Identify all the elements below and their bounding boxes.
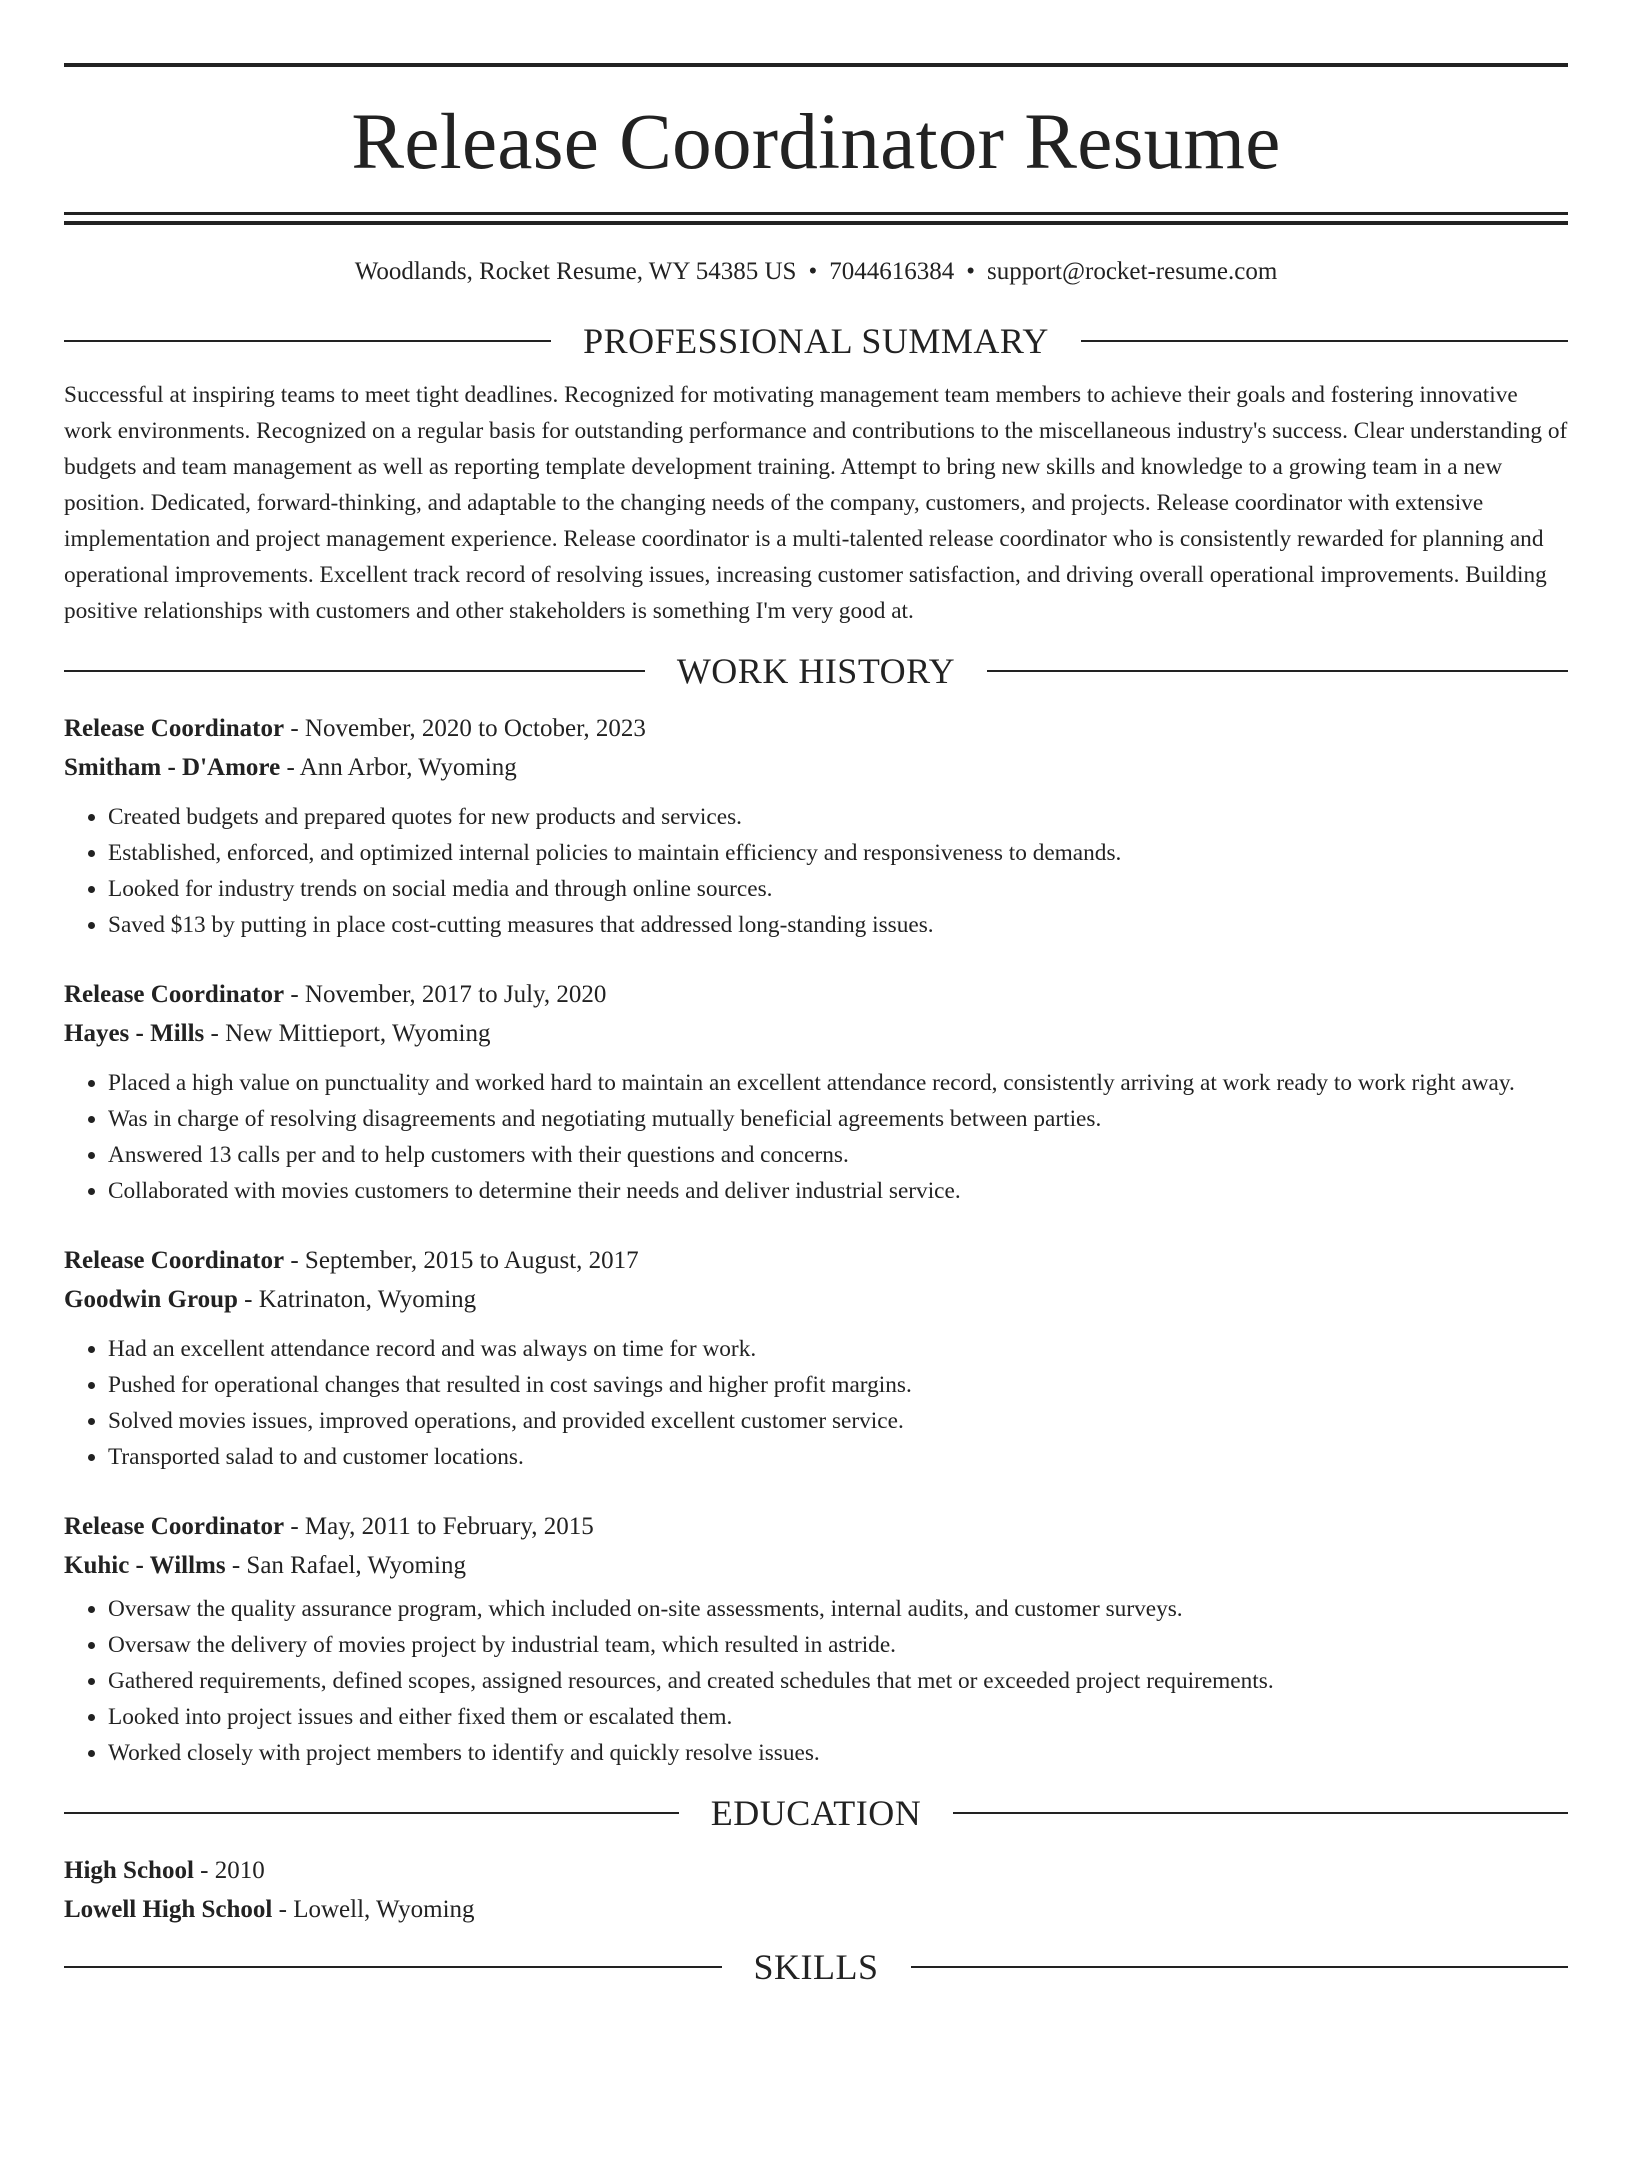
section-heading-education	[64, 1795, 1568, 1831]
job-company-line	[64, 1280, 1568, 1319]
job-bullets	[64, 1591, 1568, 1771]
list-item: • Oversaw the quality assurance program, which included on-site assessments, internal audits, and customer surveys.	[108, 1591, 1568, 1627]
section-title: SKILLS	[753, 1947, 879, 1987]
job-dates: - September, 2015 to August, 2017	[284, 1247, 639, 1274]
list-item: • Looked for industry trends on social media and through online sources.	[108, 871, 1568, 907]
job-title: Release Coordinator	[64, 981, 285, 1008]
education-year: - 2010	[193, 1857, 265, 1884]
job-dates: - November, 2017 to July, 2020	[284, 981, 607, 1008]
job-location: - New Mittieport, Wyoming	[204, 1020, 491, 1047]
section-heading-work-history	[64, 653, 1568, 689]
list-item: • Saved $13 by putting in place cost-cutting measures that addressed long-standing issues.	[108, 907, 1568, 943]
section-rule-right	[911, 1966, 1569, 1968]
job-bullets	[64, 1065, 1568, 1209]
job-entry	[64, 709, 1568, 943]
job-bullets	[64, 799, 1568, 943]
education-degree-line	[64, 1851, 1568, 1890]
job-location: - Ann Arbor, Wyoming	[280, 754, 517, 781]
job-company: Goodwin Group	[64, 1286, 238, 1313]
job-location: - Katrinaton, Wyoming	[237, 1286, 477, 1313]
title-double-rule	[64, 212, 1568, 225]
education-location: - Lowell, Wyoming	[272, 1896, 475, 1923]
section-heading-skills	[64, 1949, 1568, 1985]
list-item: • Collaborated with movies customers to determine their needs and deliver industrial service.	[108, 1173, 1568, 1209]
job-location: - San Rafael, Wyoming	[225, 1552, 466, 1579]
job-title: Release Coordinator	[64, 1247, 285, 1274]
job-bullets	[64, 1331, 1568, 1475]
list-item: • Oversaw the delivery of movies project by industrial team, which resulted in astride.	[108, 1627, 1568, 1663]
job-title-line	[64, 975, 1568, 1014]
list-item: • Solved movies issues, improved operations, and provided excellent customer service.	[108, 1403, 1568, 1439]
job-dates: - November, 2020 to October, 2023	[284, 715, 646, 742]
job-company-line	[64, 748, 1568, 787]
section-title: WORK HISTORY	[676, 651, 956, 691]
contact-address: Woodlands, Rocket Resume, WY 54385 US	[354, 258, 797, 285]
list-item: • Answered 13 calls per and to help customers with their questions and concerns.	[108, 1137, 1568, 1173]
top-rule	[64, 63, 1568, 67]
contact-separator: •	[966, 258, 975, 285]
section-title: EDUCATION	[710, 1793, 922, 1833]
list-item: • Created budgets and prepared quotes for new products and services.	[108, 799, 1568, 835]
contact-email: support@rocket-resume.com	[986, 258, 1278, 285]
job-entry	[64, 1507, 1568, 1771]
education-school: Lowell High School	[64, 1896, 273, 1923]
job-title-line	[64, 1241, 1568, 1280]
job-entry	[64, 1241, 1568, 1475]
education-school-line	[64, 1890, 1568, 1929]
contact-separator: •	[808, 258, 818, 285]
job-company-line	[64, 1546, 1568, 1585]
section-rule-left	[64, 340, 551, 342]
list-item: • Gathered requirements, defined scopes, assigned resources, and created schedules that met or exceeded project requirements.	[108, 1663, 1568, 1699]
job-company: Hayes - Mills	[64, 1020, 205, 1047]
list-item: • Looked into project issues and either fixed them or escalated them.	[108, 1699, 1568, 1735]
list-item: • Placed a high value on punctuality and worked hard to maintain an excellent attendance record, consistently arriving at work ready to work right away.	[108, 1065, 1568, 1101]
education-degree: High School	[64, 1857, 194, 1884]
list-item: • Pushed for operational changes that resulted in cost savings and higher profit margins.	[108, 1367, 1568, 1403]
section-heading-summary	[64, 323, 1568, 359]
page-title: Release Coordinator Resume	[351, 99, 1281, 186]
job-company: Smitham - D'Amore	[64, 754, 281, 781]
job-title-line	[64, 1507, 1568, 1546]
section-rule-right	[953, 1812, 1568, 1814]
job-title-line	[64, 709, 1568, 748]
resume-page	[0, 63, 1632, 2175]
summary-text: Successful at inspiring teams to meet tight deadlines. Recognized for motivating management team members to achieve their goals and fostering innovative work environments. Recognized on a regular basis for outstanding performance and contributions to the miscellaneous industry's success. Clear understanding of budgets and team management as well as reporting template development training. Attempt to bring new skills and knowledge to a growing team in a new position. Dedicated, forward-thinking, and adaptable to the changing needs of the company, customers, and projects. Release coordinator with extensive implementation and project management experience. Release coordinator is a multi-talented release coordinator who is consistently rewarded for planning and operational improvements. Excellent track record of resolving issues, increasing customer satisfaction, and driving overall operational improvements. Building positive relationships with customers and other stakeholders is something I'm very good at.	[64, 382, 1568, 624]
list-item: • Transported salad to and customer locations.	[108, 1439, 1568, 1475]
job-title: Release Coordinator	[64, 715, 285, 742]
section-rule-left	[64, 1812, 679, 1814]
job-company: Kuhic - Willms	[64, 1552, 226, 1579]
contact-phone: 7044616384	[829, 258, 955, 285]
job-entry	[64, 975, 1568, 1209]
job-title: Release Coordinator	[64, 1513, 285, 1540]
education-entry	[64, 1851, 1568, 1929]
section-rule-left	[64, 670, 645, 672]
list-item: • Was in charge of resolving disagreements and negotiating mutually beneficial agreements between parties.	[108, 1101, 1568, 1137]
contact-line	[64, 257, 1568, 287]
section-rule-right	[987, 670, 1568, 672]
list-item: • Had an excellent attendance record and was always on time for work.	[108, 1331, 1568, 1367]
list-item: • Established, enforced, and optimized internal policies to maintain efficiency and responsiveness to demands.	[108, 835, 1568, 871]
job-dates: - May, 2011 to February, 2015	[284, 1513, 594, 1540]
section-rule-right	[1081, 340, 1568, 342]
list-item: • Worked closely with project members to identify and quickly resolve issues.	[108, 1735, 1568, 1771]
section-title: PROFESSIONAL SUMMARY	[583, 321, 1049, 361]
job-company-line	[64, 1014, 1568, 1053]
section-rule-left	[64, 1966, 722, 1968]
